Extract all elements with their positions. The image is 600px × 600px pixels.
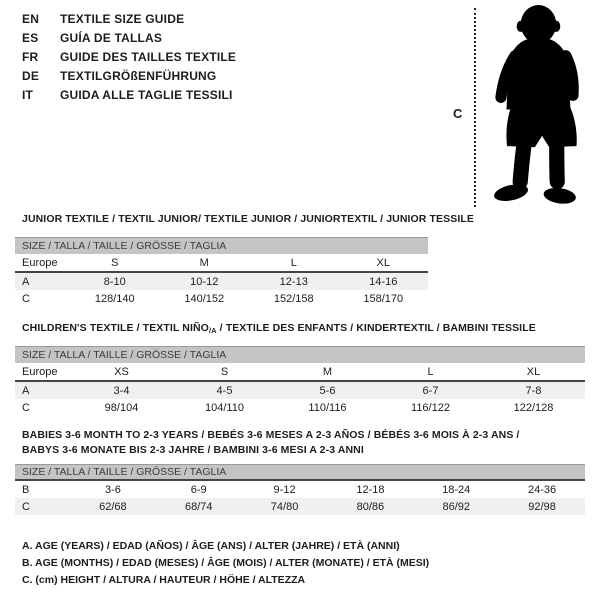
- footnote-height: C. (cm) HEIGHT / ALTURA / HAUTEUR / HÖHE / ALTEZZA: [22, 574, 306, 586]
- junior-row-height: [15, 290, 428, 307]
- table-cell: 8-10: [103, 275, 126, 288]
- table-cell: 80/86: [356, 500, 385, 513]
- table-cell: 12-13: [279, 275, 308, 288]
- column-header: M: [199, 256, 209, 269]
- row-label: A: [22, 275, 30, 288]
- language-row-en: [22, 9, 236, 28]
- column-header: M: [322, 365, 333, 378]
- children-size-table: [15, 346, 585, 416]
- babies-row-height: [15, 498, 585, 515]
- region-label: Europe: [22, 256, 58, 269]
- language-row-de: [22, 66, 236, 85]
- table-cell: 12-18: [356, 483, 385, 496]
- row-label: C: [22, 500, 30, 513]
- table-cell: 104/110: [205, 401, 244, 414]
- region-label: Europe: [22, 365, 58, 378]
- language-title: GUÍA DE TALLAS: [60, 30, 163, 45]
- table-cell: 74/80: [270, 500, 299, 513]
- table-cell: 6-7: [422, 384, 439, 397]
- table-cell: 14-16: [369, 275, 398, 288]
- footnotes: [22, 540, 429, 591]
- table-cell: 92/98: [528, 500, 556, 513]
- footnote-age-months: B. AGE (MONTHS) / EDAD (MESES) / ÂGE (MOIS) / ALTER (MONATE) / ETÀ (MESI): [22, 557, 430, 569]
- row-label: C: [22, 401, 30, 414]
- junior-row-age: [15, 273, 428, 290]
- language-code: ES: [22, 30, 39, 45]
- table-cell: 4-5: [216, 384, 233, 397]
- baby-figure-area: [440, 0, 600, 215]
- table-cell: 152/158: [273, 292, 314, 305]
- table-cell: 86/92: [442, 500, 470, 513]
- language-code: FR: [22, 49, 39, 64]
- babies-title-line1: BABIES 3-6 MONTH TO 2-3 YEARS / BEBÉS 3-6 MESES A 2-3 AÑOS / BÉBÉS 3-6 MOIS À 2-3 ANS /: [22, 429, 520, 441]
- babies-section-title: [22, 429, 519, 456]
- table-cell: 10-12: [190, 275, 219, 288]
- language-title: TEXTILE SIZE GUIDE: [60, 11, 185, 26]
- column-header: XL: [526, 365, 541, 378]
- table-cell: 7-8: [525, 384, 542, 397]
- table-cell: 98/104: [104, 401, 139, 414]
- column-header: XS: [114, 365, 129, 378]
- table-cell: 116/122: [411, 401, 450, 414]
- baby-silhouette-icon: [487, 3, 595, 211]
- junior-region-row: [15, 254, 428, 273]
- column-header: L: [290, 256, 297, 269]
- babies-size-header-bar: SIZE / TALLA / TAILLE / GRÖSSE / TAGLIA: [15, 464, 585, 481]
- language-code: EN: [22, 11, 40, 26]
- column-header: L: [427, 365, 434, 378]
- language-row-it: [22, 85, 236, 104]
- table-cell: 128/140: [94, 292, 135, 305]
- language-title: GUIDA ALLE TAGLIE TESSILI: [60, 87, 233, 102]
- table-cell: 110/116: [308, 401, 347, 414]
- children-region-row: [15, 363, 585, 382]
- column-header: S: [111, 256, 119, 269]
- language-row-es: [22, 28, 236, 47]
- table-cell: 5-6: [319, 384, 336, 397]
- children-title-subscript: /A: [208, 326, 217, 335]
- table-cell: 24-36: [527, 483, 557, 496]
- language-row-fr: [22, 47, 236, 66]
- table-cell: 3-4: [113, 384, 130, 397]
- table-cell: 140/152: [184, 292, 225, 305]
- table-cell: 62/68: [99, 500, 127, 513]
- footnote-age-years: A. AGE (YEARS) / EDAD (AÑOS) / ÂGE (ANS) / ALTER (JAHRE) / ETÀ (ANNI): [22, 540, 400, 552]
- children-row-height: [15, 399, 585, 416]
- table-cell: 18-24: [442, 483, 471, 496]
- language-code: IT: [22, 87, 34, 102]
- column-header: S: [220, 365, 229, 378]
- row-label: A: [22, 384, 30, 397]
- children-size-header-bar: SIZE / TALLA / TAILLE / GRÖSSE / TAGLIA: [15, 346, 585, 363]
- children-title-rest: / TEXTILE DES ENFANTS / KINDERTEXTIL / BAMBINI TESSILE: [216, 322, 536, 334]
- height-dotted-line: [474, 8, 476, 207]
- table-cell: 9-12: [273, 483, 296, 496]
- babies-row-months: [15, 481, 585, 498]
- row-label: B: [22, 483, 30, 496]
- language-list: [22, 9, 236, 104]
- table-cell: 122/128: [513, 401, 554, 414]
- table-cell: 158/170: [363, 292, 404, 305]
- height-measure-label: C: [453, 106, 463, 121]
- babies-size-table: [15, 464, 585, 515]
- table-cell: 68/74: [184, 500, 213, 513]
- children-section-title: [22, 322, 536, 335]
- children-title-main: CHILDREN'S TEXTILE / TEXTIL NIÑO: [22, 322, 209, 334]
- row-label: C: [22, 292, 30, 305]
- language-title: GUIDE DES TAILLES TEXTILE: [60, 49, 237, 64]
- junior-size-header-bar: SIZE / TALLA / TAILLE / GRÖSSE / TAGLIA: [15, 237, 428, 254]
- junior-size-table: [15, 237, 428, 307]
- junior-section-title: JUNIOR TEXTILE / TEXTIL JUNIOR/ TEXTILE JUNIOR / JUNIORTEXTIL / JUNIOR TESSILE: [22, 213, 474, 225]
- table-cell: 3-6: [104, 483, 121, 496]
- children-row-age: [15, 382, 585, 399]
- table-cell: 6-9: [190, 483, 207, 496]
- language-code: DE: [22, 68, 40, 83]
- language-title: TEXTILGRÖßENFÜHRUNG: [60, 68, 217, 83]
- column-header: XL: [376, 256, 390, 269]
- babies-title-line2: BABYS 3-6 MONATE BIS 2-3 JAHRE / BAMBINI 3-6 MESI A 2-3 ANNI: [22, 444, 364, 456]
